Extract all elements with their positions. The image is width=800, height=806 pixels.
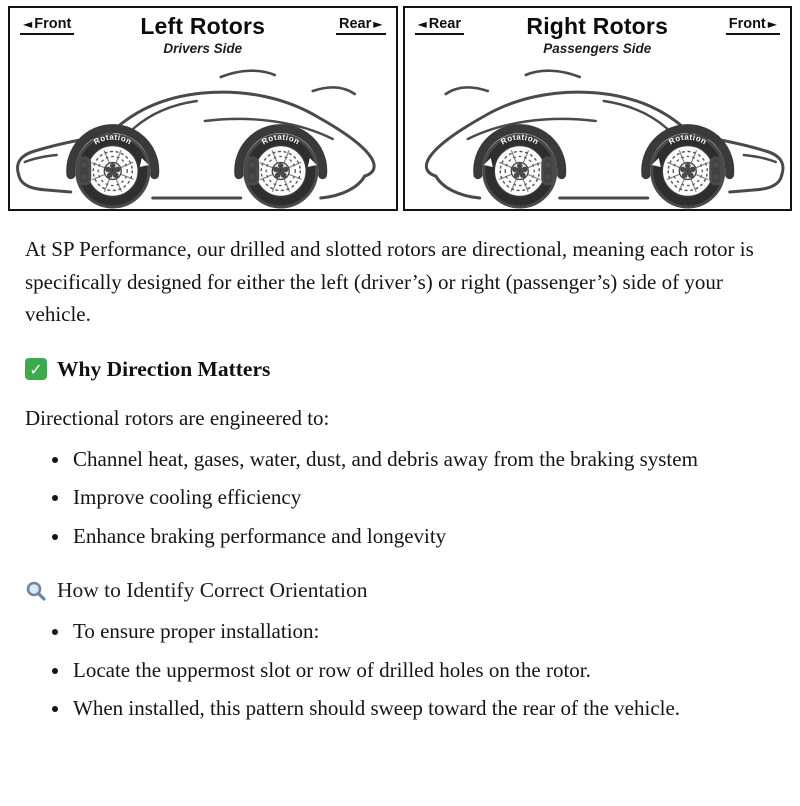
rotor-direction-diagram	[8, 6, 792, 211]
panel-subtitle: Drivers Side	[163, 41, 243, 56]
list-item: • Channel heat, gases, water, dust, and debris away from the braking system	[71, 444, 754, 476]
rotation-label: Rotation	[498, 132, 540, 147]
rotation-label: Rotation	[92, 132, 134, 147]
left-rotors-panel	[8, 6, 398, 211]
arrow-left-icon: ◄	[417, 17, 427, 31]
section-heading-identify-orientation	[25, 578, 754, 603]
rotation-label: Rotation	[666, 132, 708, 147]
arrow-left-icon: ◄	[23, 17, 33, 31]
lead-paragraph: Directional rotors are engineered to:	[25, 405, 330, 430]
magnifier-icon	[25, 580, 47, 602]
list-item: • Improve cooling efficiency	[71, 482, 754, 514]
check-icon: ✓	[25, 358, 47, 380]
direction-label-text: Front	[728, 16, 766, 32]
list-item: • When installed, this pattern should sweep toward the rear of the vehicle.	[71, 693, 754, 725]
article-body	[0, 215, 800, 742]
front-direction-label	[20, 16, 74, 35]
car-illustration-right	[405, 59, 791, 209]
panel-subtitle: Passengers Side	[543, 41, 652, 56]
benefits-list	[25, 444, 754, 553]
list-item: • Enhance braking performance and longevity	[71, 521, 754, 553]
section-heading-text: Why Direction Matters	[57, 356, 271, 381]
list-item: • To ensure proper installation:	[71, 616, 754, 648]
rotation-label: Rotation	[260, 132, 302, 147]
front-direction-label	[726, 16, 780, 35]
arrow-right-icon: ►	[373, 17, 383, 31]
panel-title: Left Rotors	[140, 13, 266, 39]
rear-direction-label	[336, 16, 385, 35]
right-rotors-panel	[403, 6, 793, 211]
direction-label-text: Front	[34, 16, 72, 32]
section-heading-text: How to Identify Correct Orientation	[57, 578, 368, 603]
intro-paragraph: At SP Performance, our drilled and slotted rotors are directional, meaning each rotor is specifically designed for either the left (driver’s) or right (passenger’s) side of your vehicle.	[25, 237, 754, 327]
orientation-list	[25, 616, 754, 725]
direction-label-text: Rear	[339, 16, 372, 32]
section-heading-why-direction-matters	[25, 357, 754, 382]
list-item: • Locate the uppermost slot or row of drilled holes on the rotor.	[71, 655, 754, 687]
panel-title: Right Rotors	[526, 13, 669, 39]
arrow-right-icon: ►	[767, 17, 777, 31]
rear-direction-label	[415, 16, 464, 35]
car-illustration-left	[10, 59, 396, 209]
direction-label-text: Rear	[428, 16, 461, 32]
